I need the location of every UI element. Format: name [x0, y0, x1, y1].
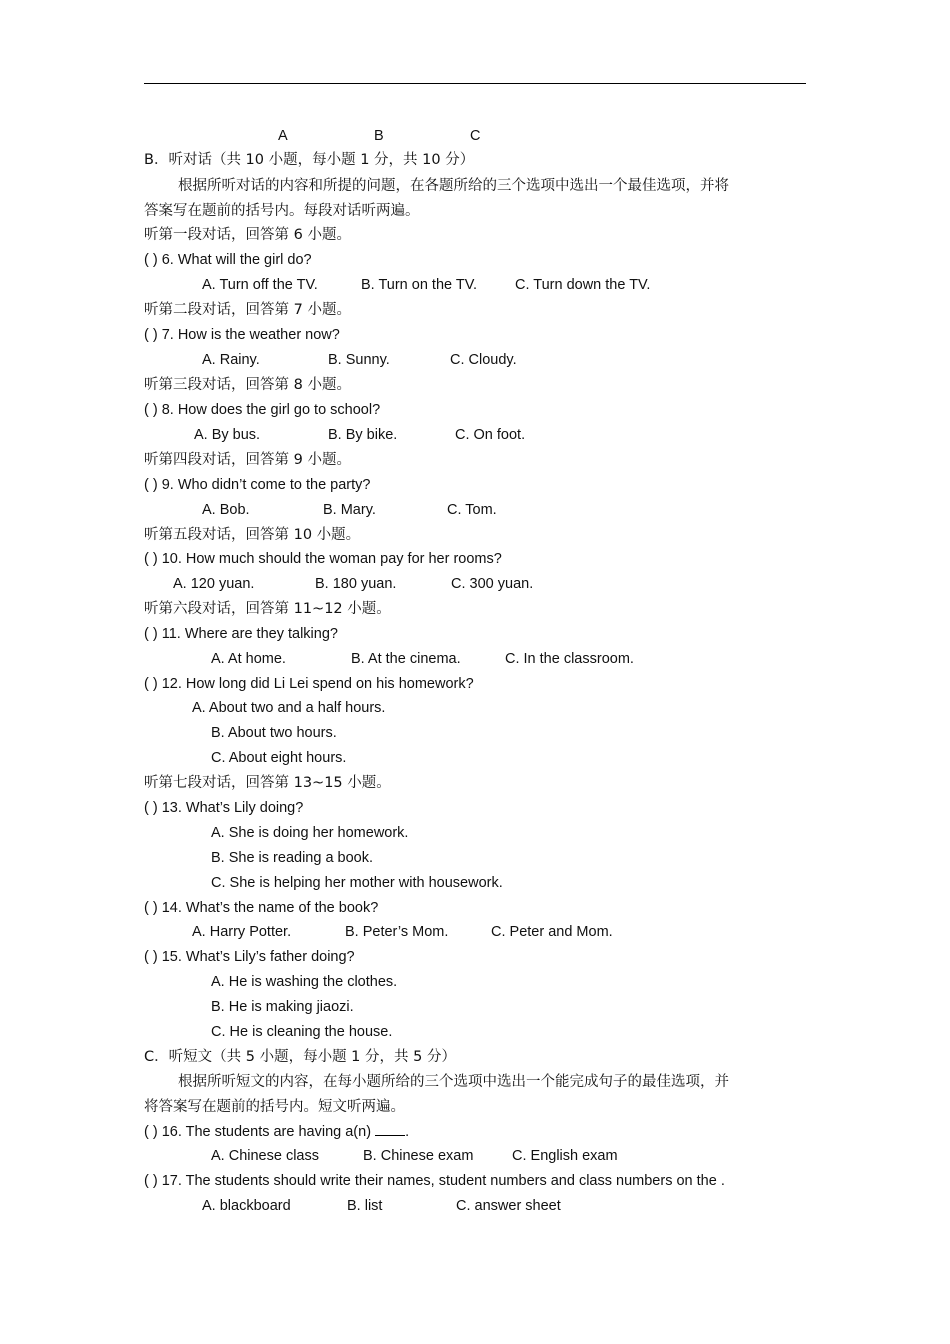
question-9: ( ) 9. Who didn’t come to the party?	[144, 477, 371, 493]
q16-option-a: A. Chinese class	[211, 1148, 319, 1164]
q8-option-c: C. On foot.	[455, 427, 526, 443]
question-16	[144, 1121, 409, 1142]
q10-option-c: C. 300 yuan.	[451, 576, 534, 592]
q17-option-a: A. blackboard	[202, 1198, 291, 1214]
q12-option-b: B. About two hours.	[211, 725, 337, 741]
question-8: ( ) 8. How does the girl go to school?	[144, 402, 381, 418]
dialog-3-heading: 听第三段对话，回答第 8 小题。	[144, 377, 351, 393]
question-12: ( ) 12. How long did Li Lei spend on his homework?	[144, 676, 474, 692]
question-17: ( ) 17. The students should write their names, student numbers and class numbers on the .	[144, 1173, 725, 1189]
question-13: ( ) 13. What’s Lily doing?	[144, 800, 304, 816]
dialog-7-heading: 听第七段对话，回答第 13~15 小题。	[144, 775, 391, 791]
q12-option-c: C. About eight hours.	[211, 750, 347, 766]
q17-option-b: B. list	[347, 1198, 383, 1214]
q15-option-b: B. He is making jiaozi.	[211, 999, 354, 1015]
q15-option-c: C. He is cleaning the house.	[211, 1024, 393, 1040]
q9-option-c: C. Tom.	[447, 502, 497, 518]
section-c-title: C．听短文（共 5 小题，每小题 1 分，共 5 分）	[144, 1049, 456, 1065]
question-6: ( ) 6. What will the girl do?	[144, 252, 312, 268]
q9-option-b: B. Mary.	[323, 502, 376, 518]
q14-option-a: A. Harry Potter.	[192, 924, 292, 940]
section-b-title: B．听对话（共 10 小题，每小题 1 分，共 10 分）	[144, 152, 475, 168]
q14-option-c: C. Peter and Mom.	[491, 924, 613, 940]
q13-option-a: A. She is doing her homework.	[211, 825, 409, 841]
q16-option-c: C. English exam	[512, 1148, 618, 1164]
q7-option-c: C. Cloudy.	[450, 352, 517, 368]
dialog-2-heading: 听第二段对话，回答第 7 小题。	[144, 302, 351, 318]
q11-option-c: C. In the classroom.	[505, 651, 634, 667]
dialog-5-heading: 听第五段对话，回答第 10 小题。	[144, 527, 361, 543]
q17-option-c: C. answer sheet	[456, 1198, 561, 1214]
question-7: ( ) 7. How is the weather now?	[144, 327, 340, 343]
dialog-1-heading: 听第一段对话，回答第 6 小题。	[144, 227, 351, 243]
q10-option-a: A. 120 yuan.	[173, 576, 255, 592]
q6-option-a: A. Turn off the TV.	[202, 277, 318, 293]
q8-option-a: A. By bus.	[194, 427, 261, 443]
dialog-4-heading: 听第四段对话，回答第 9 小题。	[144, 452, 351, 468]
section-b-instructions-1: 根据所听对话的内容和所提的问题，在各题所给的三个选项中选出一个最佳选项，并将	[178, 178, 729, 194]
section-c-instructions-1: 根据所听短文的内容，在每小题所给的三个选项中选出一个能完成句子的最佳选项，并	[178, 1074, 729, 1090]
q13-option-b: B. She is reading a book.	[211, 850, 374, 866]
q10-option-b: B. 180 yuan.	[315, 576, 397, 592]
q11-option-a: A. At home.	[211, 651, 286, 667]
q13-option-c: C. She is helping her mother with housework.	[211, 875, 503, 891]
section-b-instructions-2: 答案写在题前的括号内。每段对话听两遍。	[144, 203, 420, 219]
dialog-6-heading: 听第六段对话，回答第 11~12 小题。	[144, 601, 391, 617]
header-rule	[144, 83, 806, 84]
q12-option-a: A. About two and a half hours.	[192, 700, 386, 716]
q8-option-b: B. By bike.	[328, 427, 398, 443]
q14-option-b: B. Peter’s Mom.	[345, 924, 449, 940]
section-c-instructions-2: 将答案写在题前的括号内。短文听两遍。	[144, 1099, 405, 1115]
image-label-c: C	[470, 128, 481, 144]
q9-option-a: A. Bob.	[202, 502, 250, 518]
q16-option-b: B. Chinese exam	[363, 1148, 474, 1164]
q6-option-c: C. Turn down the TV.	[515, 277, 651, 293]
q11-option-b: B. At the cinema.	[351, 651, 461, 667]
question-10: ( ) 10. How much should the woman pay for her rooms?	[144, 551, 502, 567]
question-16-text: ( ) 16. The students are having a(n)	[144, 1124, 376, 1140]
image-label-b: B	[374, 128, 384, 144]
question-16-end: .	[405, 1124, 410, 1140]
question-14: ( ) 14. What’s the name of the book?	[144, 900, 379, 916]
q7-option-a: A. Rainy.	[202, 352, 260, 368]
q7-option-b: B. Sunny.	[328, 352, 390, 368]
q6-option-b: B. Turn on the TV.	[361, 277, 478, 293]
question-15: ( ) 15. What’s Lily’s father doing?	[144, 949, 355, 965]
image-label-a: A	[278, 128, 288, 144]
question-11: ( ) 11. Where are they talking?	[144, 626, 338, 642]
q15-option-a: A. He is washing the clothes.	[211, 974, 398, 990]
answer-blank	[375, 1121, 405, 1136]
